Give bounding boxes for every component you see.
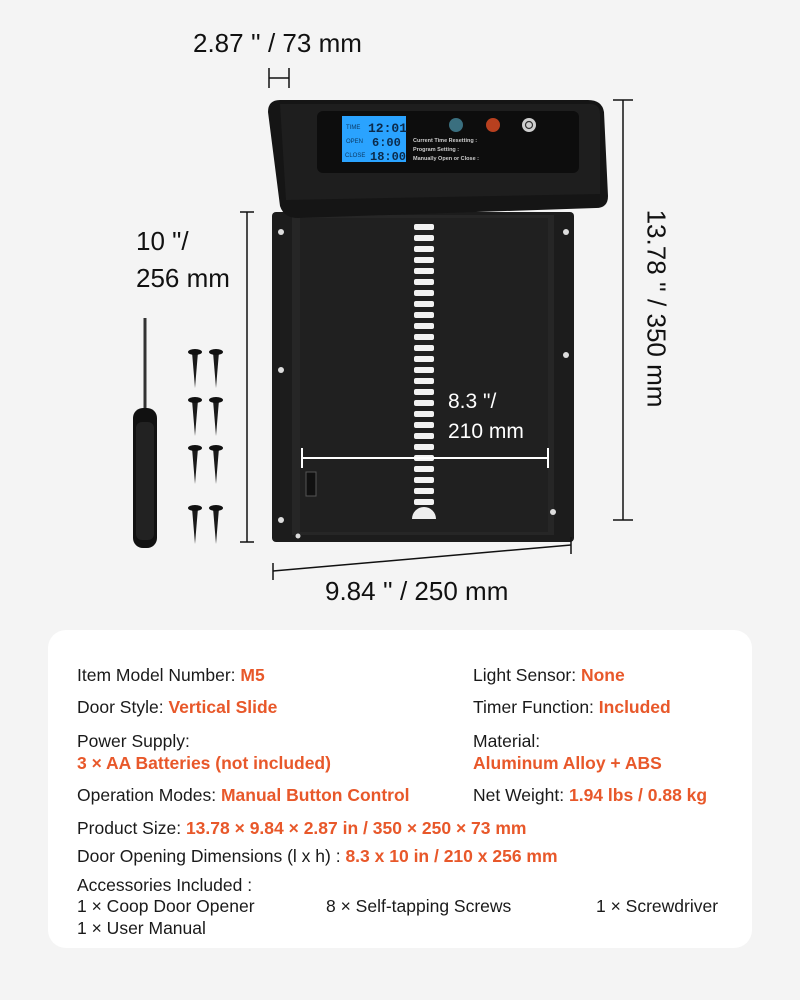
spec-material: Material: Aluminum Alloy + ABS [473, 731, 662, 773]
opening-width-line2: 210 mm [448, 420, 524, 443]
accessory-screwdriver: 1 × Screwdriver [596, 896, 719, 916]
svg-text:6:00: 6:00 [372, 136, 401, 150]
total-height-dimension: 13.78 '' / 350 mm [641, 209, 672, 408]
opening-width-line1: 8.3 "/ [448, 390, 497, 413]
slot [414, 356, 434, 362]
slot [414, 246, 434, 252]
svg-text:Manually Open or Close :: Manually Open or Close : [413, 156, 480, 162]
set-button[interactable] [449, 118, 463, 132]
opening-height-line2: 256 mm [136, 263, 230, 293]
opening-height-line1: 10 "/ [136, 226, 189, 256]
spec-door-style: Door Style: Vertical Slide [77, 697, 278, 717]
slot [414, 389, 434, 395]
svg-text:CLOSE: CLOSE [345, 153, 366, 159]
spec-product-size: Product Size: 13.78 × 9.84 × 2.87 in / 350 × 250 × 73 mm [77, 818, 527, 838]
slot [414, 334, 434, 340]
accessory-user-manual: 1 × User Manual [77, 918, 206, 938]
svg-text:Program Setting :: Program Setting : [413, 147, 460, 153]
spec-net-weight: Net Weight: 1.94 lbs / 0.88 kg [473, 785, 708, 805]
slot [414, 411, 434, 417]
depth-dimension: 2.87 '' / 73 mm [193, 28, 362, 58]
spec-door-opening: Door Opening Dimensions (l x h) : 8.3 x 10 in / 210 x 256 mm [77, 846, 558, 866]
svg-text:18:00: 18:00 [370, 150, 407, 164]
svg-text:Current Time Resetting :: Current Time Resetting : [413, 138, 478, 144]
slot [414, 290, 434, 296]
spec-power: Power Supply: 3 × AA Batteries (not included) [77, 731, 331, 773]
svg-text:12:01: 12:01 [368, 121, 408, 136]
accessory-door-opener: 1 × Coop Door Opener [77, 896, 255, 916]
slot [414, 323, 434, 329]
screw-icon [209, 445, 223, 484]
screw-icon [188, 349, 202, 388]
screw-icon [188, 397, 202, 436]
screw-set [188, 349, 223, 544]
power-button[interactable] [522, 118, 536, 132]
slot [414, 257, 434, 263]
screw-icon [209, 505, 223, 544]
slot [414, 400, 434, 406]
slot [414, 433, 434, 439]
specifications-card [48, 630, 752, 948]
slot [414, 422, 434, 428]
screw-icon [209, 349, 223, 388]
slot [414, 367, 434, 373]
slot [414, 378, 434, 384]
control-box [268, 100, 608, 218]
slot [414, 312, 434, 318]
slot [414, 444, 434, 450]
total-width-dimension: 9.84 '' / 250 mm [325, 576, 509, 606]
mode-button[interactable] [486, 118, 500, 132]
slot [414, 345, 434, 351]
svg-text:OPEN: OPEN [346, 139, 364, 145]
slot [414, 301, 434, 307]
slot [414, 488, 434, 494]
screw-icon [188, 505, 202, 544]
slot [414, 466, 434, 472]
screw-icon [209, 397, 223, 436]
slot [414, 268, 434, 274]
slot [414, 235, 434, 241]
accessory-screws: 8 × Self-tapping Screws [326, 896, 512, 916]
spec-operation-modes: Operation Modes: Manual Button Control [77, 785, 410, 805]
screwdriver [133, 318, 157, 548]
slot [414, 224, 434, 230]
spec-timer: Timer Function: Included [473, 697, 671, 717]
spec-light-sensor: Light Sensor: None [473, 665, 625, 685]
spec-accessories-label: Accessories Included : [77, 875, 253, 895]
slot [414, 477, 434, 483]
screw-icon [188, 445, 202, 484]
spec-model: Item Model Number: M5 [77, 665, 265, 685]
slot [414, 499, 434, 505]
slot [414, 279, 434, 285]
lcd-row1-label: TIME [346, 125, 361, 131]
